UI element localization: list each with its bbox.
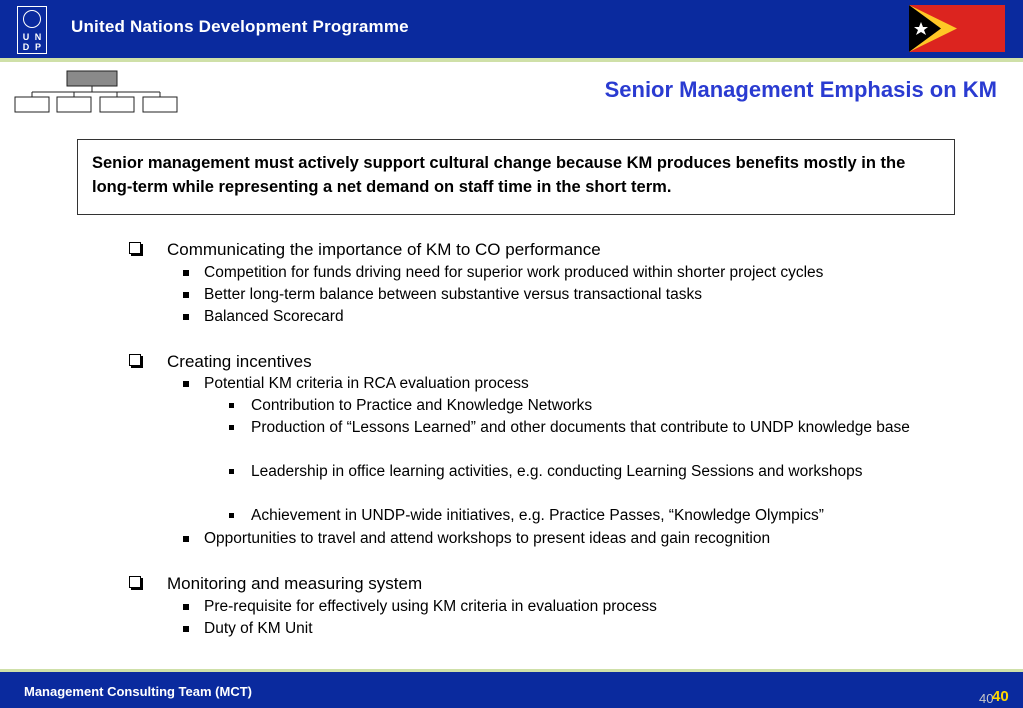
section-heading-text: Monitoring and measuring system (167, 574, 423, 593)
sub-list-item (251, 505, 911, 527)
logo-letter: U (22, 32, 30, 42)
section-heading (167, 574, 422, 594)
list-item-text: Potential KM criteria in RCA evaluation process (204, 375, 529, 392)
square-bullet-icon (229, 403, 234, 408)
square-bullet-icon (183, 536, 189, 542)
list-item (204, 264, 823, 282)
sub-list-item (251, 395, 911, 417)
checkbox-bullet-icon (129, 576, 141, 588)
list-item-text: Opportunities to travel and attend workshops to present ideas and gain recognition (204, 530, 771, 547)
square-bullet-icon (183, 626, 189, 632)
callout-box (77, 139, 955, 215)
checkbox-bullet-icon (129, 354, 141, 366)
page-number-shadow: 40 (979, 691, 994, 706)
callout-text: Senior management must actively support cultural change because KM produces benefits mostly in the long-term while representing a net demand on staff time in the short term. (92, 154, 906, 196)
list-item (204, 308, 344, 326)
undp-logo (17, 6, 47, 54)
list-item (204, 375, 529, 393)
footer-bar (0, 669, 1023, 708)
square-bullet-icon (183, 270, 189, 276)
square-bullet-icon (229, 425, 234, 430)
org-chart-icon (14, 70, 179, 114)
sub-list-item (251, 417, 911, 439)
header-bar (0, 0, 1023, 62)
square-bullet-icon (183, 314, 189, 320)
sub-list-item-text: Contribution to Practice and Knowledge Networks (251, 397, 593, 414)
slide-title: Senior Management Emphasis on KM (604, 77, 997, 102)
list-item-text: Better long-term balance between substantive versus transactional tasks (204, 286, 702, 303)
square-bullet-icon (229, 469, 234, 474)
section-heading (167, 240, 601, 260)
sub-list-item (251, 461, 911, 483)
list-item-text: Pre-requisite for effectively using KM criteria in evaluation process (204, 598, 657, 615)
checkbox-bullet-icon (129, 242, 141, 254)
section-heading-text: Creating incentives (167, 352, 312, 371)
logo-letter: D (22, 42, 30, 52)
page-number: 40 (992, 688, 1009, 705)
square-bullet-icon (229, 513, 234, 518)
square-bullet-icon (183, 381, 189, 387)
sub-list-item-text: Production of “Lessons Learned” and other documents that contribute to UNDP knowledge base (251, 419, 910, 436)
list-item (204, 530, 770, 548)
square-bullet-icon (183, 604, 189, 610)
footer-team: Management Consulting Team (MCT) (24, 684, 252, 699)
square-bullet-icon (183, 292, 189, 298)
sub-list-item-text: Leadership in office learning activities, e.g. conducting Learning Sessions and workshops (251, 463, 863, 480)
logo-letter: N (34, 32, 42, 42)
list-item-text: Competition for funds driving need for superior work produced within shorter project cycles (204, 264, 824, 281)
un-emblem-icon (23, 10, 41, 28)
list-item (204, 286, 702, 304)
list-item-text: Balanced Scorecard (204, 308, 344, 325)
sub-list-item-text: Achievement in UNDP-wide initiatives, e.g. Practice Passes, “Knowledge Olympics” (251, 507, 824, 524)
list-item-text: Duty of KM Unit (204, 620, 313, 637)
timor-leste-flag-icon (909, 5, 1005, 52)
section-heading (167, 352, 312, 372)
list-item (204, 598, 657, 616)
section-heading-text: Communicating the importance of KM to CO performance (167, 240, 601, 259)
logo-letter: P (34, 42, 41, 52)
list-item (204, 620, 313, 638)
org-name: United Nations Development Programme (71, 17, 409, 36)
